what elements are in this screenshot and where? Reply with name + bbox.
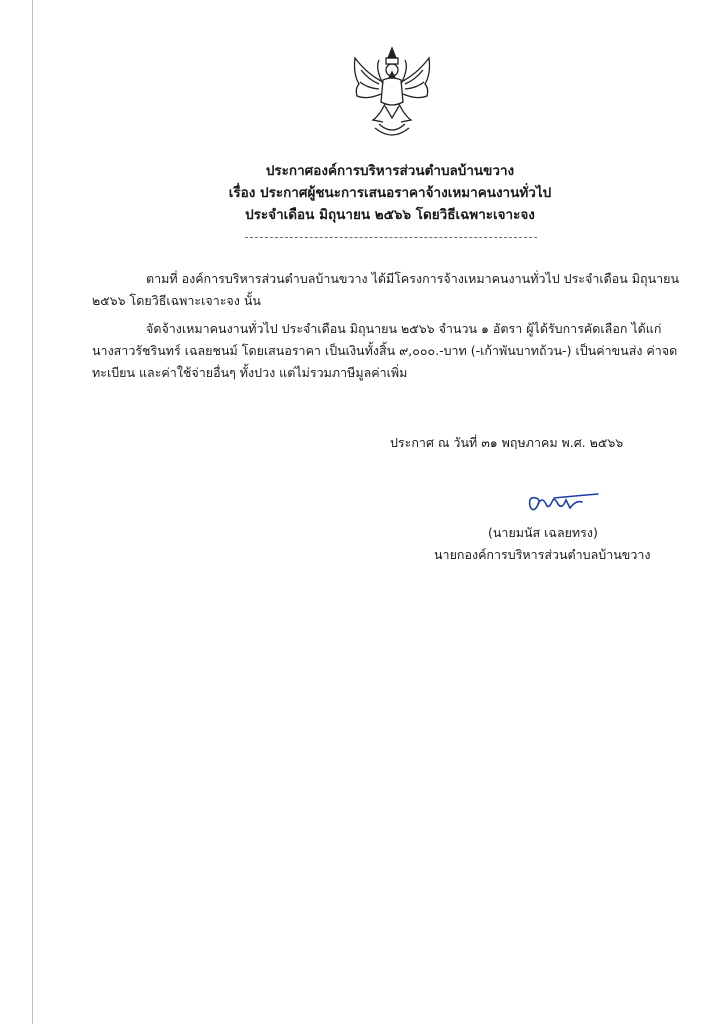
paragraph-1-line-1: ตามที่ องค์การบริหารส่วนตำบลบ้านขวาง ได้มีโครงการจ้างเหมาคนงานทั่วไป ประจำเดือน มิถุนายน xyxy=(146,271,680,286)
signature xyxy=(524,490,604,516)
header-line-2: เรื่อง ประกาศผู้ชนะการเสนอราคาจ้างเหมาคนงานทั่วไป xyxy=(228,185,552,201)
announcement-date: ประกาศ ณ วันที่ ๓๑ พฤษภาคม พ.ศ. ๒๕๖๖ xyxy=(390,435,624,450)
paragraph-2-line-1: จัดจ้างเหมาคนงานทั่วไป ประจำเดือน มิถุนายน ๒๕๖๖ จำนวน ๑ อัตรา ผู้ได้รับการคัดเลือก ได้แก่ xyxy=(146,321,662,336)
signer-title: นายกองค์การบริหารส่วนตำบลบ้านขวาง xyxy=(434,547,651,562)
page-left-edge xyxy=(32,0,33,1024)
header-divider xyxy=(245,237,537,238)
header-line-1: ประกาศองค์การบริหารส่วนตำบลบ้านขวาง xyxy=(265,163,515,179)
paragraph-2-line-2: นางสาวรัชรินทร์ เฉลยชนม์ โดยเสนอราคา เป็นเงินทั้งสิ้น ๙,๐๐๐.-บาท (-เก้าพันบาทถ้วน-) เป็นค่าขนส่ง ค่าจด xyxy=(92,343,678,358)
garuda-emblem-icon xyxy=(349,44,435,140)
paragraph-2-line-3: ทะเบียน และค่าใช้จ่ายอื่นๆ ทั้งปวง แต่ไม่รวมภาษีมูลค่าเพิ่ม xyxy=(92,365,408,380)
header-line-3: ประจำเดือน มิถุนายน ๒๕๖๖ โดยวิธีเฉพาะเจาะจง xyxy=(245,207,535,223)
signer-name: (นายมนัส เฉลยทรง) xyxy=(488,525,598,540)
paragraph-1-line-2: ๒๕๖๖ โดยวิธีเฉพาะเจาะจง นั้น xyxy=(92,293,261,308)
